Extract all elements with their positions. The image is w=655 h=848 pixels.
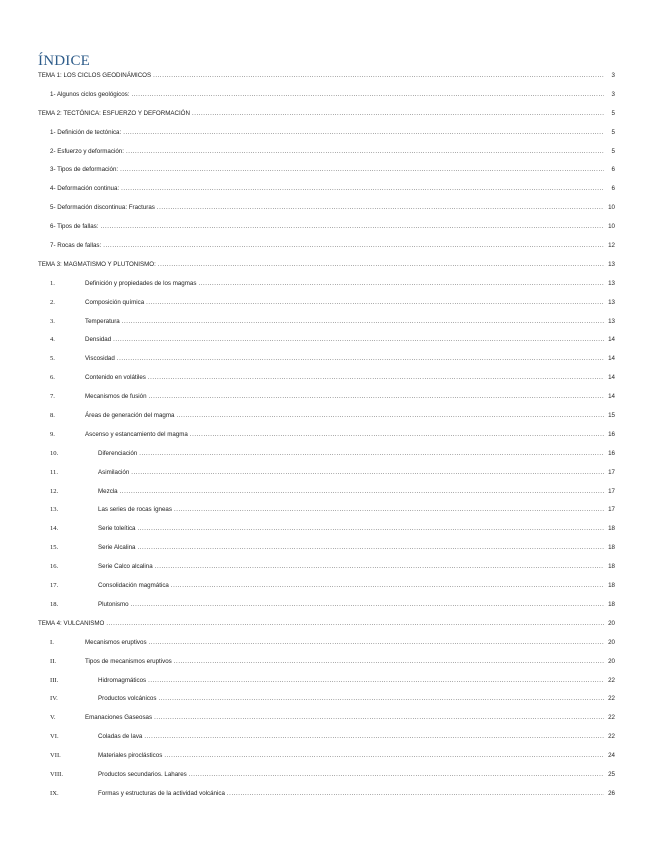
toc-entry[interactable] [38, 450, 615, 469]
toc-page-number: 18 [608, 544, 615, 552]
toc-entry[interactable] [38, 148, 615, 167]
toc-entry-text: Contenido en volátiles [85, 374, 146, 382]
toc-entry-number: VI. [50, 733, 59, 741]
toc-page-number: 5 [611, 109, 615, 117]
toc-entry-text: 2- Esfuerzo y deformación: [50, 147, 124, 155]
toc-entry[interactable] [38, 658, 615, 677]
toc-page-number: 16 [608, 430, 615, 438]
dot-leader [122, 319, 604, 325]
toc-entry-text: 1- Algunos ciclos geológicos: [50, 90, 130, 98]
toc-entry-number: 10. [50, 449, 59, 457]
toc-entry-text: Coladas de lava [98, 733, 143, 741]
toc-entry[interactable] [38, 601, 615, 620]
toc-page-number: 10 [608, 223, 615, 231]
toc-entry-text: Emanaciones Gaseosas [85, 714, 153, 722]
dot-leader [131, 92, 604, 98]
toc-entry[interactable] [38, 714, 615, 733]
toc-page-number: 5 [611, 147, 615, 155]
toc-page-number: 17 [608, 487, 615, 495]
toc-page-number: 14 [608, 355, 615, 363]
dot-leader [149, 394, 604, 400]
toc-entry-text: 7- Rocas de fallas: [50, 242, 102, 250]
toc-page-number: 24 [608, 752, 615, 760]
toc-page-number: 22 [608, 695, 615, 703]
toc-entry-text: Ascenso y estancamiento del magma [85, 430, 188, 438]
toc-entry-text: Serie Alcalina [98, 544, 136, 552]
toc-entry-text: Productos volcánicos [98, 695, 157, 703]
dot-leader [139, 451, 604, 457]
toc-entry-text: Asimilación [98, 468, 130, 476]
toc-page-number: 10 [608, 204, 615, 212]
toc-page-number: 22 [608, 733, 615, 741]
toc-entry-number: 2. [50, 298, 55, 306]
dot-leader [164, 753, 604, 759]
toc-entry-text: Viscosidad [85, 355, 115, 363]
toc-entry-number: IV. [50, 695, 58, 703]
toc-entry[interactable] [38, 299, 615, 318]
toc-entry-text: Mecanismos eruptivos [85, 638, 147, 646]
toc-entry[interactable] [38, 544, 615, 563]
dot-leader [113, 337, 604, 343]
toc-entry-number: 13. [50, 506, 59, 514]
toc-entry[interactable] [38, 185, 615, 204]
toc-entry-text: Diferenciación [98, 449, 138, 457]
dot-leader [189, 772, 604, 778]
dot-leader [117, 356, 604, 362]
dot-leader [138, 526, 605, 532]
toc-entry-text: 5- Deformación discontinua: Fracturas [50, 204, 155, 212]
toc-entry[interactable] [38, 620, 615, 639]
toc-page-number: 6 [611, 166, 615, 174]
toc-entry-text: Temperatura [85, 317, 120, 325]
toc-page-number: 13 [608, 298, 615, 306]
toc-page-number: 5 [611, 128, 615, 136]
toc-page-number: 22 [608, 714, 615, 722]
toc-entry-number: IX. [50, 789, 59, 797]
toc-page-number: 3 [611, 72, 615, 79]
dot-leader [106, 621, 604, 627]
dot-leader [155, 564, 604, 570]
dot-leader [192, 111, 604, 117]
toc-entry-number: 9. [50, 430, 55, 438]
toc-entry-number: 5. [50, 355, 55, 363]
toc-page-number: 18 [608, 563, 615, 571]
dot-leader [148, 375, 604, 381]
toc-entry[interactable] [38, 563, 615, 582]
toc-entry[interactable] [38, 242, 615, 261]
toc-entry[interactable] [38, 752, 615, 771]
dot-leader [120, 489, 604, 495]
toc-entry-text: Materiales piroclásticos [98, 752, 163, 760]
toc-entry[interactable] [38, 525, 615, 544]
toc-page-number: 3 [611, 90, 615, 98]
toc-entry-text: Productos secundarios. Lahares [98, 770, 187, 778]
toc-entry-text: Las series de rocas ígneas [98, 506, 172, 514]
dot-leader [153, 73, 604, 79]
toc-page-number: 6 [611, 185, 615, 193]
toc-entry-text: Densidad [85, 336, 112, 344]
toc-page-number: 18 [608, 600, 615, 608]
toc-entry[interactable] [38, 771, 615, 790]
dot-leader [126, 149, 604, 155]
toc-entry-text: 4- Deformación continua: [50, 185, 120, 193]
dot-leader [174, 507, 604, 513]
toc-entry-text: 1- Definición de tectónica: [50, 128, 122, 136]
dot-leader [158, 696, 604, 702]
toc-entry[interactable] [38, 790, 615, 809]
dot-leader [144, 734, 604, 740]
toc-entry[interactable] [38, 129, 615, 148]
toc-page-number: 20 [608, 638, 615, 646]
toc-entry[interactable] [38, 374, 615, 393]
toc-entry-text: Hidromagmáticos [98, 676, 147, 684]
toc-entry-text: Serie toleítica [98, 525, 136, 533]
toc-entry[interactable] [38, 488, 615, 507]
dot-leader [101, 224, 605, 230]
toc-entry-number: 1. [50, 279, 55, 287]
toc-entry-text: Formas y estructuras de la actividad volcánica [98, 789, 225, 797]
toc-entry[interactable] [38, 336, 615, 355]
toc-entry[interactable] [38, 695, 615, 714]
toc-entry[interactable] [38, 261, 615, 280]
toc-page-number: 13 [608, 260, 615, 268]
toc-entry[interactable] [38, 204, 615, 223]
toc-entry[interactable] [38, 280, 615, 299]
toc-entry[interactable] [38, 393, 615, 412]
toc-entry-number: 14. [50, 525, 59, 533]
toc-entry-number: 4. [50, 336, 55, 344]
toc-entry[interactable] [38, 72, 615, 91]
toc-entry-number: I. [50, 638, 54, 646]
dot-leader [158, 262, 604, 268]
toc-entry[interactable] [38, 318, 615, 337]
toc-entry[interactable] [38, 639, 615, 658]
toc-page-number: 14 [608, 374, 615, 382]
dot-leader [103, 243, 604, 249]
dot-leader [149, 640, 604, 646]
toc-entry-text: Tipos de mecanismos eruptivos [85, 657, 172, 665]
toc-entry-text: Mezcla [98, 487, 118, 495]
toc-page-number: 20 [608, 657, 615, 665]
dot-leader [138, 545, 605, 551]
toc-entry-text: 6- Tipos de fallas: [50, 223, 99, 231]
toc-entry-number: 6. [50, 374, 55, 382]
dot-leader [157, 205, 604, 211]
toc-entry-text: Consolidación magmática [98, 582, 169, 590]
toc-entry-number: 11. [50, 468, 58, 476]
toc-entry[interactable] [38, 582, 615, 601]
toc-page-number: 18 [608, 525, 615, 533]
toc-page-number: 14 [608, 336, 615, 344]
dot-leader [146, 300, 604, 306]
toc-entry[interactable] [38, 431, 615, 450]
toc-entry-text: 3- Tipos de deformación: [50, 166, 119, 174]
dot-leader [123, 130, 604, 136]
toc-entry-number: 16. [50, 563, 59, 571]
toc-entry-number: 15. [50, 544, 59, 552]
toc-entry[interactable] [38, 412, 615, 431]
toc-entry[interactable] [38, 91, 615, 110]
toc-entry[interactable] [38, 469, 615, 488]
toc-entry[interactable] [38, 110, 615, 129]
toc-page-number: 17 [608, 468, 615, 476]
toc-page-number: 25 [608, 770, 615, 778]
toc-entry-number: III. [50, 676, 59, 684]
toc-page-number: 17 [608, 506, 615, 514]
dot-leader [174, 659, 604, 665]
toc-entry-number: 12. [50, 487, 59, 495]
toc-entry-number: II. [50, 657, 57, 665]
dot-leader [154, 715, 604, 721]
toc-page-number: 16 [608, 449, 615, 457]
toc-entry[interactable] [38, 166, 615, 185]
dot-leader [176, 413, 604, 419]
toc-page-number: 14 [608, 393, 615, 401]
dot-leader [120, 167, 604, 173]
dot-leader [198, 281, 604, 287]
toc-entry-text: Áreas de generación del magma [85, 412, 175, 420]
toc-entry-number: VIII. [50, 770, 63, 778]
toc-page-number: 20 [608, 619, 615, 627]
dot-leader [121, 186, 604, 192]
toc-entry-number: 17. [50, 582, 59, 590]
toc-page-number: 18 [608, 582, 615, 590]
toc-entry-text: TEMA 3: MAGMATISMO Y PLUTONISMO: [38, 260, 156, 268]
toc-entry-text: Definición y propiedades de los magmas [85, 279, 197, 287]
toc-entry-text: Plutonismo [98, 600, 129, 608]
toc-entry-text: Serie Calco alcalina [98, 563, 153, 571]
toc-entry[interactable] [38, 223, 615, 242]
dot-leader [148, 678, 604, 684]
toc-entry[interactable] [38, 355, 615, 374]
toc-page-number: 15 [608, 412, 615, 420]
toc-page-number: 22 [608, 676, 615, 684]
toc-entry-number: 8. [50, 412, 55, 420]
dot-leader [190, 432, 604, 438]
toc-entry-number: 3. [50, 317, 55, 325]
toc-page-number: 13 [608, 279, 615, 287]
toc-entry-text: Composición química [85, 298, 145, 306]
toc-entry-text: TEMA 2: TECTÓNICA: ESFUERZO Y DEFORMACIÓN [38, 109, 190, 117]
toc-entry-number: VII. [50, 752, 61, 760]
toc-entry-number: 7. [50, 393, 55, 401]
toc-entry-number: 18. [50, 600, 59, 608]
dot-leader [171, 583, 604, 589]
table-of-contents [38, 52, 615, 809]
dot-leader [131, 470, 604, 476]
dot-leader [131, 602, 604, 608]
toc-entry[interactable] [38, 506, 615, 525]
toc-entry-text: TEMA 1: LOS CICLOS GEODINÁMICOS [38, 72, 152, 79]
toc-page-number: 13 [608, 317, 615, 325]
toc-entry-number: V. [50, 714, 56, 722]
toc-page-number: 12 [608, 242, 615, 250]
toc-title: ÍNDICE [38, 53, 91, 69]
toc-entry[interactable] [38, 733, 615, 752]
toc-entry[interactable] [38, 677, 615, 696]
toc-entry-text: Mecanismos de fusión [85, 393, 147, 401]
toc-entry-text: TEMA 4: VULCANISMO [38, 619, 105, 627]
toc-page-number: 26 [608, 789, 615, 797]
dot-leader [227, 791, 604, 797]
